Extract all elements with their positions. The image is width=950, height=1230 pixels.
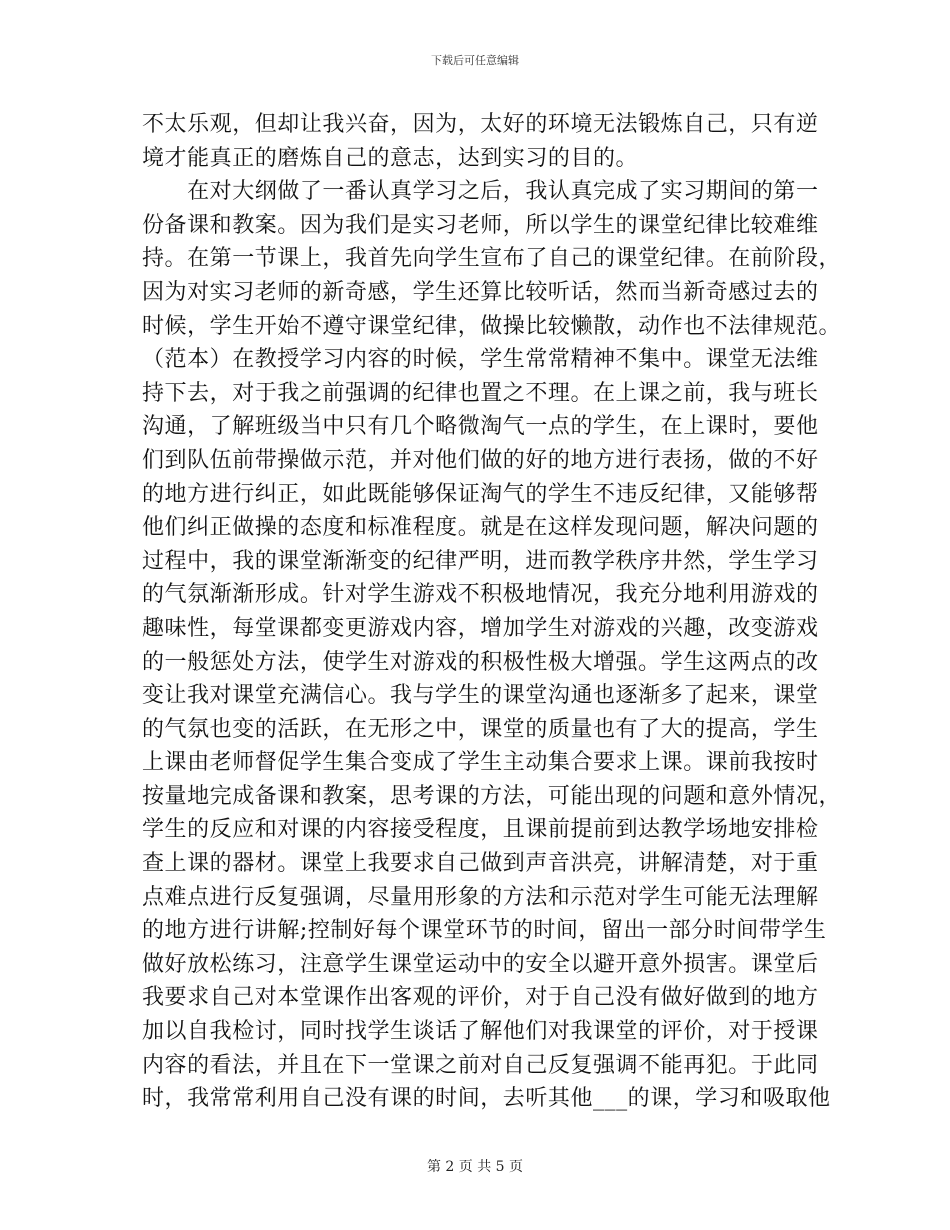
text-line: 做好放松练习，注意学生课堂运动中的安全以避开意外损害。课堂后 [142,951,819,977]
page-header: 下载后可任意编辑 [431,54,519,67]
text-line: 的一般惩处方法，使学生对游戏的积极性极大增强。学生这两点的改 [142,649,819,675]
text-line: 他们纠正做操的态度和标准程度。就是在这样发现问题，解决问题的 [142,515,819,541]
text-line: 按量地完成备课和教案，思考课的方法，可能出现的问题和意外情况， [142,783,842,809]
page-number: 第 2 页 共 5 页 [426,1159,524,1175]
text-line: 份备课和教案。因为我们是实习老师，所以学生的课堂纪律比较难维 [142,212,819,238]
text-line: 不太乐观，但却让我兴奋，因为，太好的环境无法锻炼自己，只有逆 [142,112,819,137]
text-line: 点难点进行反复强调，尽量用形象的方法和示范对学生可能无法理解 [142,884,819,910]
text-line: 的地方进行纠正，如此既能够保证淘气的学生不违反纪律，又能够帮 [142,481,819,507]
text-line: （范本）在教授学习内容的时候，学生常常精神不集中。课堂无法维 [142,347,819,373]
text-line: 持。在第一节课上，我首先向学生宣布了自己的课堂纪律。在前阶段， [142,246,842,272]
text-line: 内容的看法，并且在下一堂课之前对自己反复强调不能再犯。于此同 [142,1052,819,1078]
text-line: 在对大纲做了一番认真学习之后，我认真完成了实习期间的第一 [142,179,819,205]
document-body [142,108,842,1116]
text-line: 我要求自己对本堂课作出客观的评价，对于自己没有做好做到的地方 [142,985,819,1011]
text-line: 趣味性，每堂课都变更游戏内容，增加学生对游戏的兴趣，改变游戏 [142,615,819,641]
text-line: 因为对实习老师的新奇感，学生还算比较听话，然而当新奇感过去的 [142,279,819,305]
text-line: 境才能真正的磨炼自己的意志，达到实习的目的。 [142,145,639,171]
text-line: 查上课的器材。课堂上我要求自己做到声音洪亮，讲解清楚，对于重 [142,851,819,877]
text-line: 过程中，我的课堂渐渐变的纪律严明，进而教学秩序井然，学生学习 [142,548,819,574]
text-line: 加以自我检讨，同时找学生谈话了解他们对我课堂的评价，对于授课 [142,1019,819,1045]
text-line: 时，我常常利用自己没有课的时间，去听其他___的课，学习和吸取他 [142,1086,831,1112]
text-line: 的气氛也变的活跃，在无形之中，课堂的质量也有了大的提高，学生 [142,716,819,742]
text-line: 沟通，了解班级当中只有几个略微淘气一点的学生，在上课时，要他 [142,414,819,440]
text-line: 的地方进行讲解;控制好每个课堂环节的时间，留出一部分时间带学生 [142,918,827,944]
text-line: 学生的反应和对课的内容接受程度，且课前提前到达教学场地安排检 [142,817,819,843]
text-line: 时候，学生开始不遵守课堂纪律，做操比较懒散，动作也不法律规范。 [142,313,842,339]
text-line: 持下去，对于我之前强调的纪律也置之不理。在上课之前，我与班长 [142,380,819,406]
text-line: 们到队伍前带操做示范，并对他们做的好的地方进行表扬，做的不好 [142,447,819,473]
text-line: 的气氛渐渐形成。针对学生游戏不积极地情况，我充分地利用游戏的 [142,582,819,608]
text-line: 上课由老师督促学生集合变成了学生主动集合要求上课。课前我按时 [142,750,819,776]
text-line: 变让我对课堂充满信心。我与学生的课堂沟通也逐渐多了起来，课堂 [142,683,819,709]
